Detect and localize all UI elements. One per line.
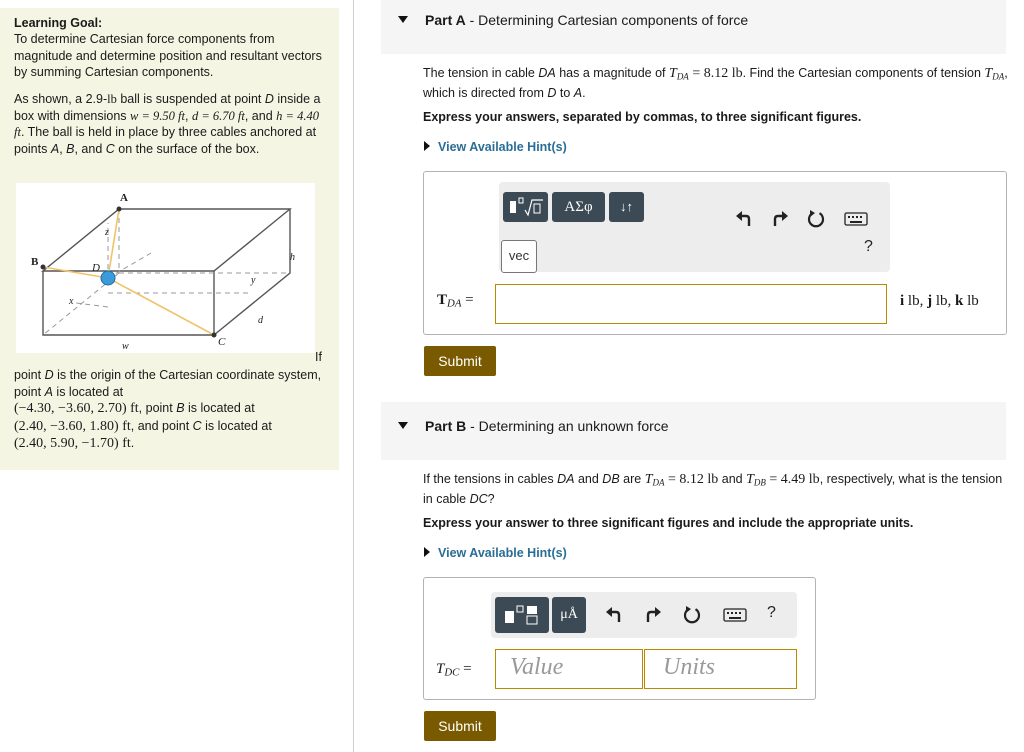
x-axis: [76, 303, 108, 307]
learning-goal-title: Learning Goal:: [14, 16, 103, 30]
part-b-submit-button[interactable]: Submit: [424, 711, 496, 741]
redo-icon[interactable]: [642, 604, 664, 626]
part-b-math-toolbar: [491, 592, 797, 638]
templates-button[interactable]: [503, 192, 548, 222]
templates-button[interactable]: [495, 597, 549, 633]
vec-button[interactable]: vec: [501, 240, 537, 273]
label-B: B: [31, 256, 39, 268]
help-icon[interactable]: ?: [767, 604, 776, 621]
learning-goal-text: To determine Cartesian force components from magnitude and determine position and resultant vectors by summing Cartesian components.: [14, 32, 322, 80]
point-coordinates-text: point D is the origin of the Cartesian coordinate system, point A is located at (−4.30, −3.60, 2.70) ft, point B is located at (2.40, −3.60, 1.80) ft, and point C is located at (2.40, 5.90, −1.70) ft.: [14, 368, 322, 452]
keyboard-icon[interactable]: [844, 210, 868, 228]
problem-setup-text: As shown, a 2.9-lb ball is suspended at point D inside a box with dimensions w = 9.50 ft, d = 6.70 ft, and h = 4.40 ft. The ball is held in place by three cables anchored at points A, B, and C on the surface of the box.: [14, 92, 321, 156]
greek-symbols-button[interactable]: ΑΣφ: [552, 192, 605, 222]
box-top-face: [43, 209, 290, 271]
part-a-instruction: Express your answers, separated by commas, to three significant figures.: [423, 110, 862, 124]
sort-arrows-button[interactable]: ↓↑: [609, 192, 644, 222]
point-B-marker: [41, 265, 46, 270]
units-input[interactable]: [644, 649, 797, 689]
coord-C: (2.40, 5.90, −1.70) ft: [14, 436, 131, 452]
units-button[interactable]: μÅ: [552, 597, 586, 633]
box-right-edge: [214, 209, 290, 335]
w-dimension: w = 9.50 ft: [130, 108, 185, 123]
coord-B: (2.40, −3.60, 1.80) ft: [14, 418, 131, 434]
redo-icon[interactable]: [769, 208, 791, 230]
caret-right-icon: [424, 547, 430, 557]
undo-icon[interactable]: [733, 208, 755, 230]
label-D: D: [92, 262, 100, 274]
part-b-header[interactable]: [381, 402, 1006, 460]
units-placeholder: Units: [663, 654, 716, 680]
collapse-triangle-icon[interactable]: [398, 16, 408, 23]
label-y: y: [251, 275, 256, 286]
if-label: If: [315, 350, 322, 364]
part-b-answer-label: $T_{DC}$ =: [436, 661, 472, 679]
cable-DC: [108, 278, 214, 335]
part-a-units-label: i lb, j lb, k lb: [900, 293, 979, 309]
part-b-answer-box: [423, 577, 816, 700]
part-b-instruction: Express your answer to three significant figures and include the appropriate units.: [423, 516, 914, 530]
collapse-triangle-icon[interactable]: [398, 422, 408, 429]
value-placeholder: Value: [510, 654, 564, 680]
box-diagram-svg: [16, 183, 315, 353]
part-b-hint-link[interactable]: View Available Hint(s): [424, 546, 567, 560]
part-a-math-toolbar: [499, 182, 890, 272]
undo-icon[interactable]: [603, 604, 625, 626]
part-a-title: Part A - Determining Cartesian components of force: [425, 12, 749, 28]
part-a-submit-button[interactable]: Submit: [424, 346, 496, 376]
part-a-answer-input[interactable]: [495, 284, 887, 324]
templates-grid-icon: [495, 597, 549, 633]
keyboard-icon[interactable]: [723, 606, 747, 624]
coord-A: (−4.30, −3.60, 2.70) ft: [14, 401, 139, 417]
help-icon[interactable]: ?: [864, 238, 873, 255]
d-dimension: d = 6.70 ft: [191, 108, 245, 123]
box-diagram: [16, 183, 315, 353]
point-C-marker: [212, 333, 217, 338]
part-b-title: Part B - Determining an unknown force: [425, 418, 669, 434]
panel-divider: [353, 0, 354, 752]
label-d: d: [258, 315, 263, 326]
label-x: x: [69, 296, 74, 307]
part-a-header[interactable]: [381, 0, 1006, 54]
reset-icon[interactable]: [681, 604, 703, 626]
label-w: w: [122, 341, 129, 352]
caret-right-icon: [424, 141, 430, 151]
part-b-question: If the tensions in cables DA and DB are $T_{DA} = 8.12$ lb and $T_{DB} = 4.49$ lb, respectively, what is the tension in cable DC?: [423, 472, 1003, 506]
part-a-question: The tension in cable DA has a magnitude of $T_{DA} = 8.12$ lb. Find the Cartesian components of tension $T_{DA}$, which is directed from D to A.: [423, 66, 1008, 100]
value-input[interactable]: [495, 649, 643, 689]
h-dimension: h = 4.40 ft: [14, 108, 319, 140]
part-a-answer-box: [423, 171, 1007, 335]
label-h: h: [290, 252, 295, 263]
label-A: A: [120, 192, 128, 204]
reset-icon[interactable]: [805, 208, 827, 230]
label-z: z: [105, 227, 109, 238]
part-a-answer-label: $T_{DA}$ =: [437, 292, 474, 310]
templates-sqrt-icon: [503, 192, 548, 222]
cable-DA: [108, 209, 119, 278]
ball: [101, 271, 115, 285]
point-A-marker: [117, 207, 122, 212]
part-a-hint-link[interactable]: View Available Hint(s): [424, 140, 567, 154]
label-C: C: [218, 336, 226, 348]
